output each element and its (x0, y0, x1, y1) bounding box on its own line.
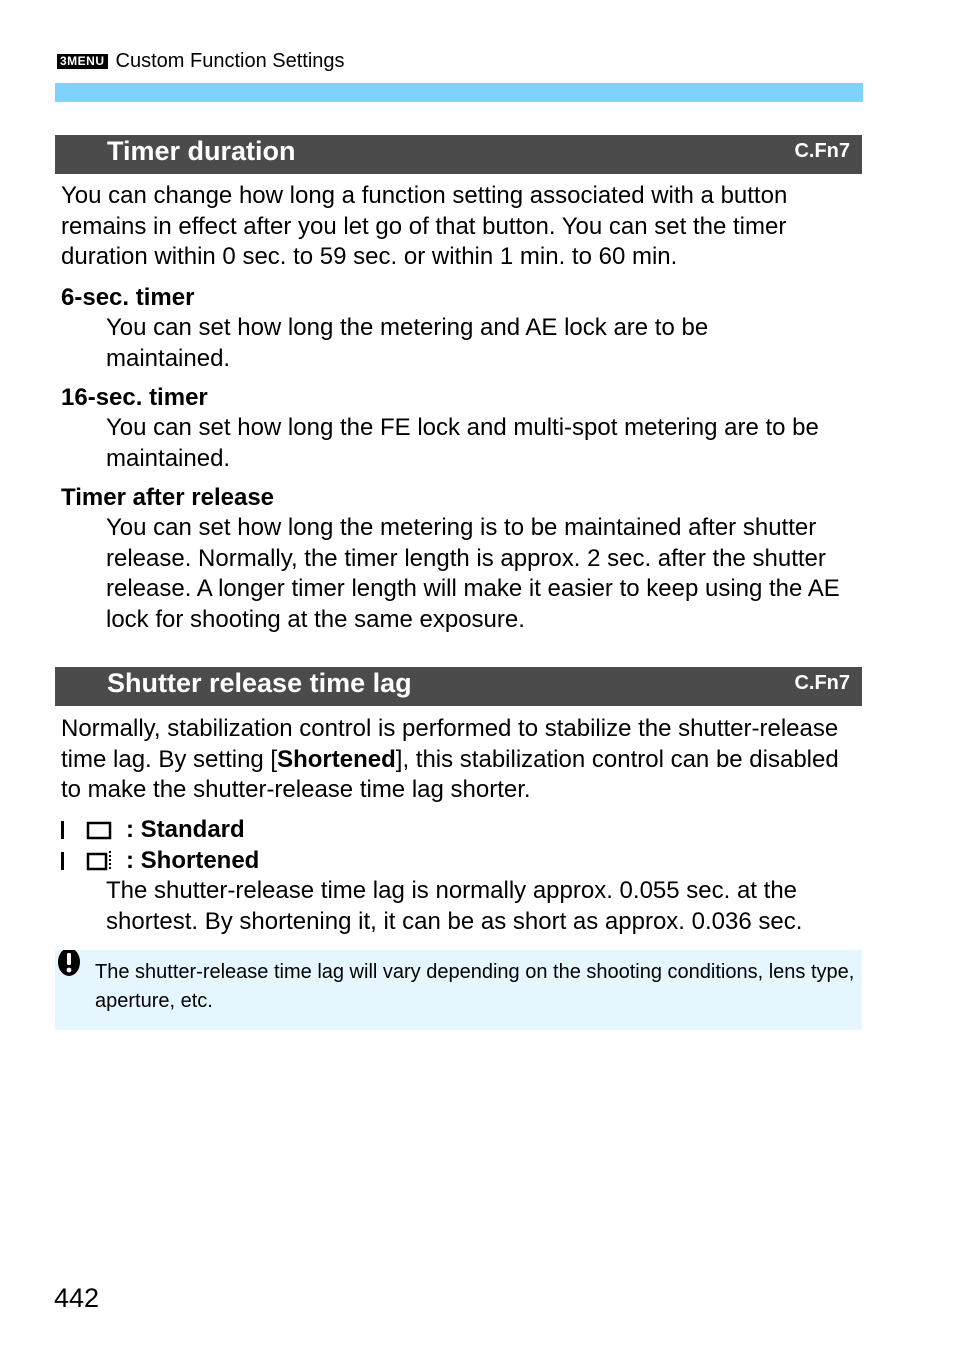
header-bar (55, 83, 863, 102)
section-intro (61, 714, 861, 806)
section-title-text: Shutter release time lag (107, 668, 412, 698)
header-title: Custom Function Settings (115, 50, 345, 72)
option-marker (61, 821, 64, 839)
page-number: 442 (54, 1283, 100, 1313)
caution-icon (55, 950, 83, 980)
custom-function-code: C.Fn7 (794, 672, 850, 694)
term-16-sec-timer: 16-sec. timer (61, 384, 208, 411)
section-title-shutter-release-time-lag (55, 667, 862, 706)
term-timer-after-release: Timer after release (61, 484, 275, 511)
section-intro: You can change how long a function setting associated with a button remains in effect after you let go of that button. You can set the timer duration within 0 sec. to 59 sec. or within 1 min. to 60 min. (61, 182, 788, 270)
page-header (57, 50, 345, 73)
option-label: : Shortened (126, 847, 260, 874)
caution-text: The shutter-release time lag will vary depending on the shooting conditions, lens type, aperture, etc. (95, 961, 855, 1012)
menu-tab-badge: 3MENU (57, 54, 108, 69)
caution-note (55, 950, 862, 1030)
option-description: The shutter-release time lag is normally approx. 0.055 sec. at the shortest. By shortening it, it can be as short as approx. 0.036 sec. (106, 877, 803, 935)
desc-timer-after-release: You can set how long the metering is to be maintained after shutter release. Normally, the timer length is approx. 2 sec. after the shutter release. A longer timer length will make it easier to keep using the AE lock for shooting at the same exposure. (106, 514, 840, 633)
standard-frame-icon (86, 820, 114, 840)
custom-function-code: C.Fn7 (794, 140, 850, 162)
option-shortened (61, 846, 259, 876)
shortened-frame-icon (86, 850, 114, 872)
option-label: : Standard (126, 816, 245, 843)
section-title-timer-duration (55, 135, 862, 174)
intro-bold-setting: Shortened (277, 745, 396, 773)
section-title-text: Timer duration (107, 136, 296, 166)
desc-6-sec-timer: You can set how long the metering and AE lock are to be maintained. (106, 314, 709, 372)
intro-text: ], this stabilization control can be disabled to make the shutter-release time lag shorter. (61, 745, 839, 803)
option-standard (61, 815, 245, 845)
intro-text: Normally, stabilization control is performed to stabilize the shutter-release time lag. By setting [ (61, 715, 839, 773)
option-marker (61, 852, 64, 870)
term-6-sec-timer: 6-sec. timer (61, 284, 195, 311)
desc-16-sec-timer: You can set how long the FE lock and multi-spot metering are to be maintained. (106, 414, 819, 472)
